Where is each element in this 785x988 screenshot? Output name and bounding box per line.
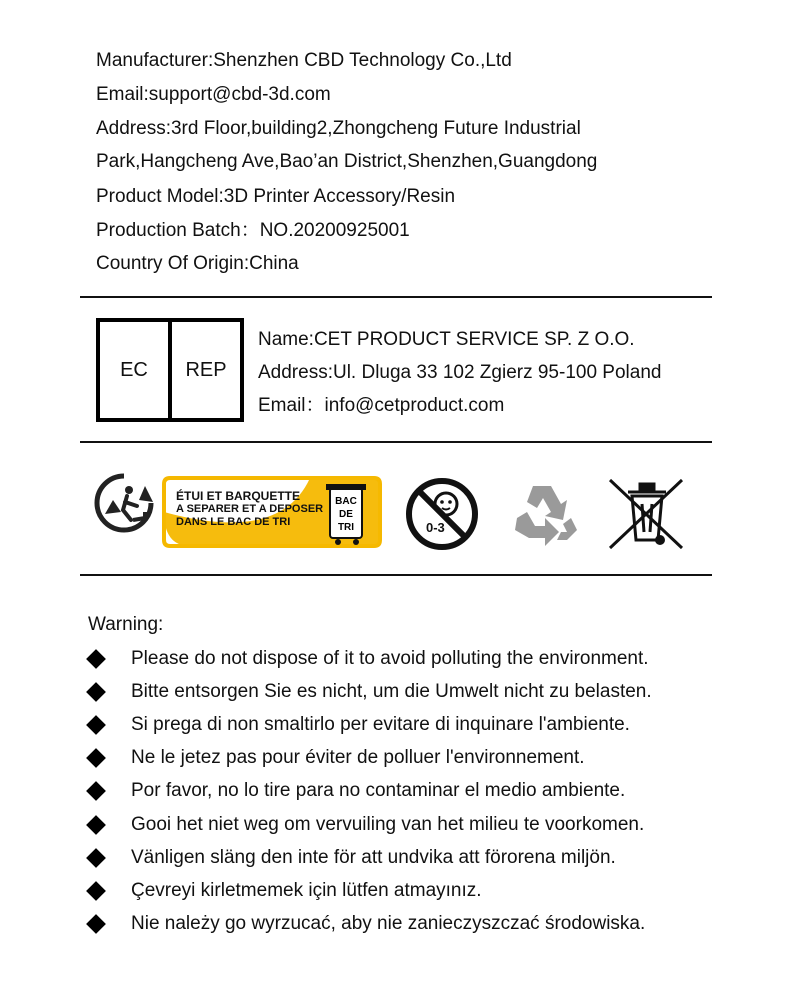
divider [80,574,712,576]
warning-item: Çevreyi kirletmemek için lütfen atmayınız. [131,880,482,901]
ec-rep-name: Name:CET PRODUCT SERVICE SP. Z O.O. [258,329,635,350]
ec-label: EC [120,358,148,381]
bullet-icon [86,815,106,835]
bullet-icon [86,848,106,868]
weee-bin-icon [606,474,686,554]
ec-rep-symbol [96,318,244,422]
warning-item: Si prega di non smaltirlo per evitare di inquinare l'ambiente. [131,714,630,735]
bullet-icon [86,682,106,702]
production-batch: Production Batch：NO.20200925001 [96,220,410,241]
bullet-icon [86,881,106,901]
warning-item: Bitte entsorgen Sie es nicht, um die Umwelt nicht zu belasten. [131,681,652,702]
manufacturer-address-1: Address:3rd Floor,building2,Zhongcheng Future Industrial [96,118,581,139]
recycle-icon [505,478,581,554]
triman-icon [93,472,155,534]
warning-item: Gooi het niet weg om vervuiling van het milieu te voorkomen. [131,814,645,835]
rep-label: REP [168,322,240,418]
info-tri-line-2: A SEPARER ET A DEPOSER [176,503,324,515]
manufacturer-address-2: Park,Hangcheng Ave,Bao’an District,Shenzhen,Guangdong [96,151,598,172]
country-of-origin: Country Of Origin:China [96,253,299,274]
bin-text-1: BAC [335,496,357,507]
bin-text-3: TRI [337,522,355,533]
warning-title: Warning: [88,614,164,635]
info-tri-line-3: DANS LE BAC DE TRI [176,516,291,528]
manufacturer-line: Manufacturer:Shenzhen CBD Technology Co.,Ltd [96,50,512,71]
divider [80,296,712,298]
info-tri-icon [160,474,384,550]
info-tri-line-1: ÉTUI ET BARQUETTE [176,489,301,503]
age-warning-icon [404,476,480,552]
age-warning-text: 0-3 [426,520,445,535]
product-model: Product Model:3D Printer Accessory/Resin [96,186,456,207]
ec-rep-email: Email：info@cetproduct.com [258,395,505,416]
warning-item: Vänligen släng den inte för att undvika att förorena miljön. [131,847,616,868]
manufacturer-email: Email:support@cbd-3d.com [96,84,331,105]
ec-rep-address: Address:Ul. Dluga 33 102 Zgierz 95-100 Poland [258,362,662,383]
bin-text-2: DE [339,509,353,520]
bullet-icon [86,649,106,669]
bullet-icon [86,914,106,934]
bullet-icon [86,781,106,801]
warning-item: Ne le jetez pas pour éviter de polluer l'environnement. [131,747,585,768]
divider [80,441,712,443]
warning-item: Nie należy go wyrzucać, aby nie zanieczyszczać środowiska. [131,913,646,934]
bullet-icon [86,715,106,735]
bullet-icon [86,748,106,768]
warning-item: Please do not dispose of it to avoid polluting the environment. [131,648,649,669]
warning-item: Por favor, no lo tire para no contaminar el medio ambiente. [131,780,626,801]
